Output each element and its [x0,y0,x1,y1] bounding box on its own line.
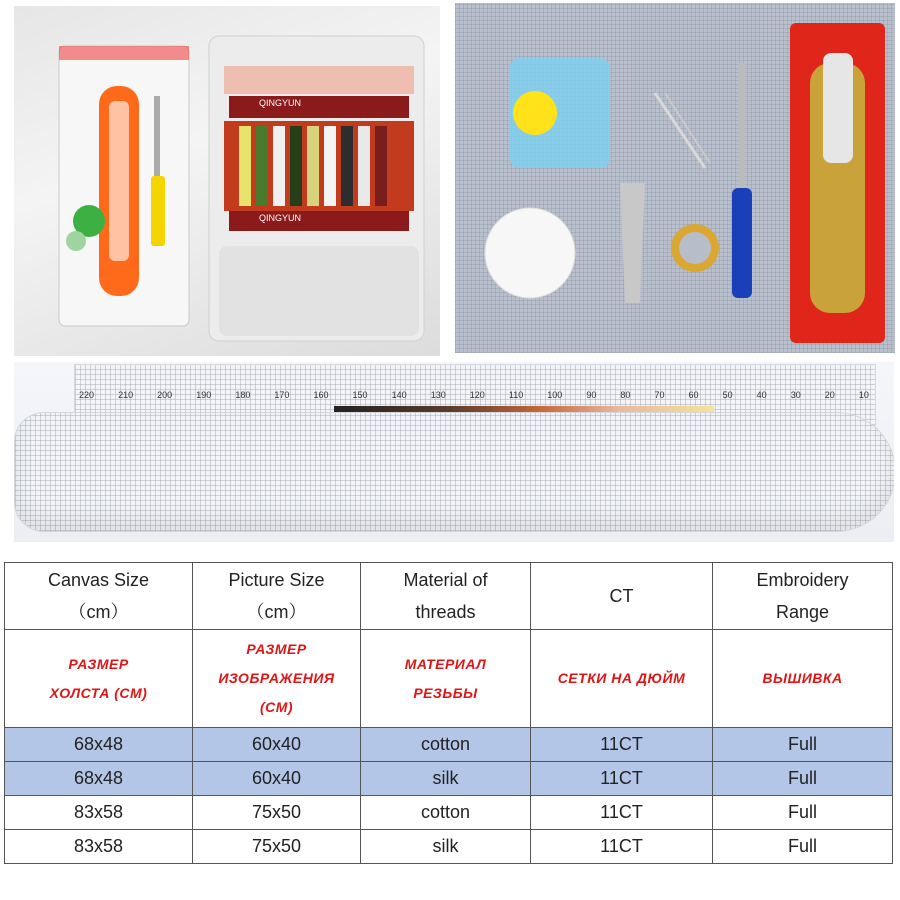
ruler-tick: 110 [508,390,524,400]
thread-colors [239,126,387,206]
ruler-tick: 150 [352,390,368,400]
ruler-tick: 50 [722,390,733,400]
cell-ct: 11CT [531,796,713,830]
ruler-tick: 210 [118,390,134,400]
needle-threader-metal [620,183,645,303]
ruler-tick: 130 [430,390,446,400]
ruler-tick: 30 [790,390,801,400]
table-row [5,728,893,762]
scissors-blade [109,101,129,261]
white-spool [485,208,575,298]
ru-header-material: МАТЕРИАЛ РЕЗЬБЫ [361,630,531,728]
photo-kit-bags [14,6,440,356]
cell-canvas-size: 83x58 [5,796,193,830]
yellow-pompom [513,91,557,135]
cell-picture-size: 75x50 [193,796,361,830]
ruler-tick: 120 [469,390,485,400]
bag-bottom [219,246,419,336]
cell-ct: 11CT [531,762,713,796]
needles [655,93,705,168]
ruler-tick: 140 [391,390,407,400]
ru-header-canvas-size: РАЗМЕР ХОЛСТА (СМ) [5,630,193,728]
thread-glare [224,66,414,94]
ruler-tick: 220 [79,390,95,400]
ru-header-picture-size: РАЗМЕР ИЗОБРАЖЕНИЯ (СМ) [193,630,361,728]
ruler-tick: 20 [824,390,835,400]
thread-brand-label-bottom: QINGYUN [259,213,302,223]
ruler-tick: 170 [274,390,290,400]
seam-ripper-tip [739,63,745,193]
thread-band-top [229,96,409,118]
ruler-tick: 60 [688,390,699,400]
cell-range: Full [713,762,893,796]
cell-canvas-size: 83x58 [5,830,193,864]
ruler-tick: 40 [756,390,767,400]
header-canvas-size: Canvas Size （cm） [5,563,193,630]
table-row [5,762,893,796]
ruler-ticks [79,390,869,406]
header-material: Material of threads [361,563,531,630]
ruler-tick: 180 [235,390,251,400]
cell-canvas-size: 68x48 [5,762,193,796]
ruler-tick: 70 [654,390,665,400]
ruler-tick: 90 [586,390,597,400]
cell-ct: 11CT [531,830,713,864]
header-row [5,563,893,630]
canvas-roll [14,412,894,532]
thread-band-bottom [229,211,409,231]
seam-ripper-handle [732,188,752,298]
ruler-tick: 100 [547,390,563,400]
kit-bags-illustration [14,6,440,356]
ru-header-ct: СЕТКИ НА ДЮЙМ [531,630,713,728]
table-row [5,796,893,830]
seam-ripper [151,176,165,246]
tools-illustration [455,3,895,353]
header-embroidery-range: Embroidery Range [713,563,893,630]
cell-material: silk [361,830,531,864]
cell-canvas-size: 68x48 [5,728,193,762]
header-ct: CT [531,563,713,630]
cell-picture-size: 60x40 [193,762,361,796]
header-picture-size: Picture Size （cm） [193,563,361,630]
ruler-tick: 80 [620,390,631,400]
spec-table [4,562,893,864]
ruler-tick: 160 [313,390,329,400]
photo-tools-on-canvas [455,3,895,353]
cell-material: cotton [361,728,531,762]
russian-header-row [5,630,893,728]
cell-material: silk [361,762,531,796]
pompom-small [66,231,86,251]
cell-picture-size: 60x40 [193,728,361,762]
table-row [5,830,893,864]
cell-range: Full [713,796,893,830]
cell-ct: 11CT [531,728,713,762]
ru-header-range: ВЫШИВКА [713,630,893,728]
bag-seal [59,46,189,60]
ruler-tick: 10 [858,390,869,400]
photo-rolled-canvas [14,362,894,542]
thread-brand-label: QINGYUN [259,98,302,108]
cell-material: cotton [361,796,531,830]
ruler-tick: 200 [157,390,173,400]
cell-range: Full [713,830,893,864]
scissors-blades [823,53,853,163]
cell-range: Full [713,728,893,762]
cell-picture-size: 75x50 [193,830,361,864]
ruler-tick: 190 [196,390,212,400]
